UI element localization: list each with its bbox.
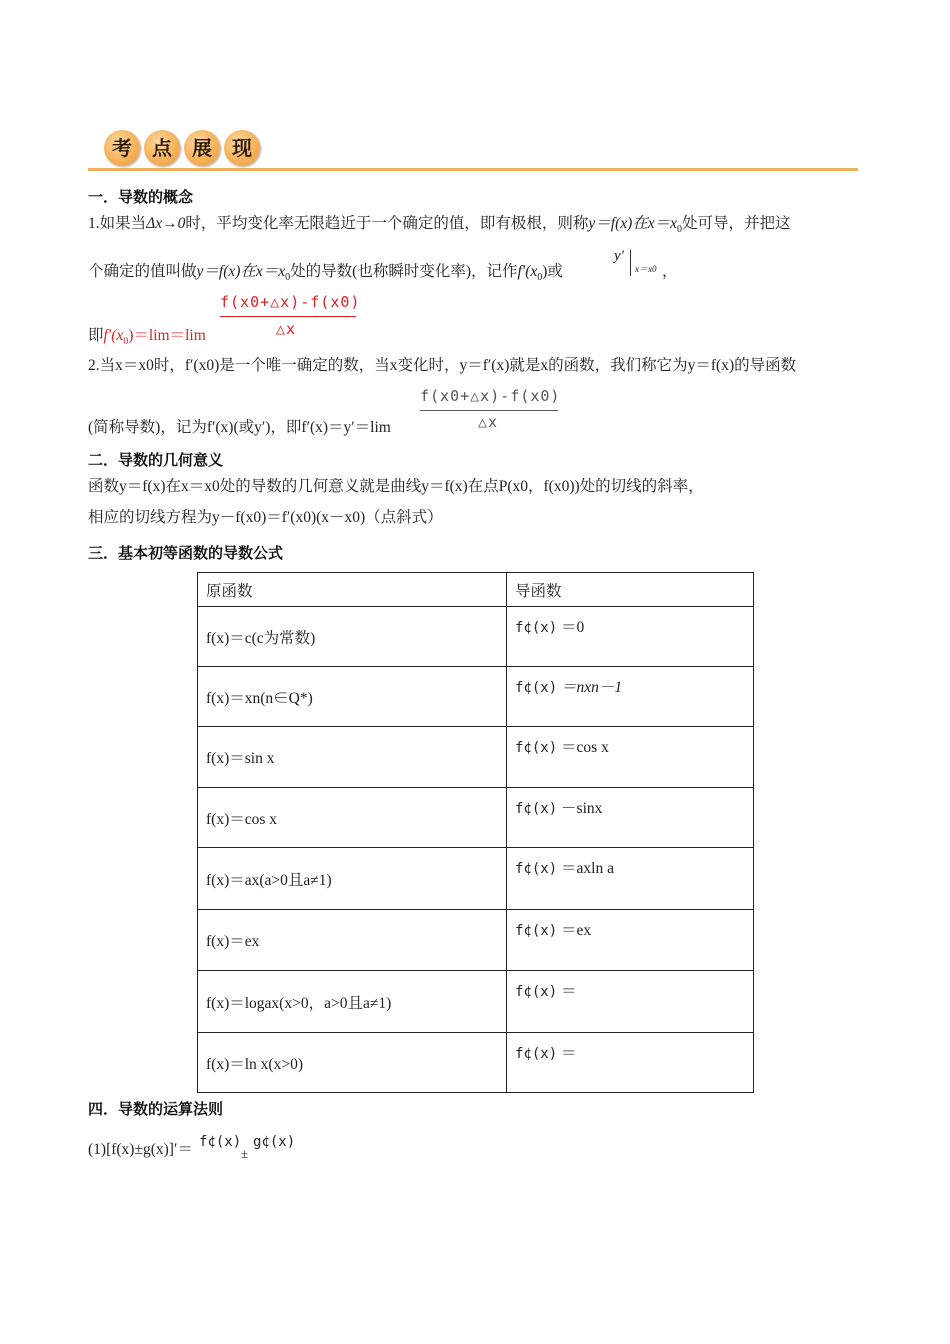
section1-paragraph-3: 即$f'(x_0)=\lim=\lim$ [88,327,206,348]
table-row [198,667,754,727]
rule-1-plus-minus: ± [241,1146,249,1161]
section2-line-2: 相应的切线方程为y－f(x0)＝f′(x0)(x－x0)（点斜式） [88,509,443,526]
fraction-1-bar [220,316,356,317]
table-row [198,1033,754,1093]
section2-heading: 二．导数的几何意义 [88,451,224,469]
section1-heading: 一．导数的概念 [88,188,194,206]
eval-subscript: x＝x0 [635,264,657,274]
row-1-function: f(x)＝c(c为常数) [198,607,507,667]
section3-heading: 三．基本初等函数的导数公式 [88,544,284,562]
row-3-derivative: f¢(x) ＝cos x [507,727,754,788]
row-1-derivative: f¢(x) ＝0 [507,607,754,667]
banner-char-1: 考 [104,130,140,166]
section1-paragraph-2: 个确定的值叫做y＝f(x)在$x=x_0$处的导数(也称瞬时变化率)，记作$f'(x_0)$或 [88,263,563,284]
table-row [198,607,754,667]
rule-1-g-prime: g¢(x) [253,1134,296,1150]
row-2-derivative: f¢(x) ＝nxn－1 [507,667,754,727]
section1-paragraph-4: 2.当x＝x0时，f′(x0)是一个唯一确定的数，当x变化时，y＝f′(x)就是x的函数，我们称它为y＝f(x)的导函数 [88,357,797,374]
comma: ， [662,263,678,280]
row-5-derivative: f¢(x) ＝axln a [507,848,754,910]
table-row [198,727,754,788]
table-row [198,788,754,848]
section2-line-1: 函数y＝f(x)在x＝x0处的导数的几何意义就是曲线y＝f(x)在点P(x0，f(x0))处的切线的斜率， [88,478,704,495]
banner-char-4: 现 [224,130,260,166]
row-4-derivative: f¢(x) －sinx [507,788,754,848]
fraction-2-denominator: △x [478,413,499,431]
row-3-function: f(x)＝sin x [198,727,507,788]
table-row [198,910,754,971]
fraction-1-numerator: f(x0+△x)-f(x0) [220,293,361,311]
fraction-2-bar [420,410,558,411]
section1-paragraph-1: 1.如果当Δx→0时，平均变化率无限趋近于一个确定的值，即有极根，则称y＝f(x)在$x=x_0$处可导，并把这 [88,215,791,236]
fraction-2-numerator: f(x0+△x)-f(x0) [420,387,561,405]
row-6-derivative: f¢(x) ＝ex [507,910,754,971]
row-8-function: f(x)＝ln x(x>0) [198,1033,507,1093]
header-original-function: 原函数 [198,573,507,607]
row-5-function: f(x)＝ax(a>0且a≠1) [198,848,507,910]
derivative-notation-y: y′ [614,248,624,264]
section4-heading: 四．导数的运算法则 [88,1100,224,1118]
derivative-formula-table [197,572,754,1093]
row-2-function: f(x)＝xn(n∈Q*) [198,667,507,727]
table-row [198,971,754,1033]
row-7-function: f(x)＝logax(x>0，a>0且a≠1) [198,971,507,1033]
banner-char-3: 展 [184,130,220,166]
eval-bar [630,250,631,276]
table-row [198,848,754,910]
rule-1-f-prime: f¢(x) [199,1134,242,1150]
table-header-row [198,573,754,607]
row-8-derivative: f¢(x) ＝ [507,1033,754,1093]
banner-divider [88,168,858,171]
fraction-1-denominator: △x [276,320,297,338]
header-derivative: 导函数 [507,573,754,607]
section1-paragraph-5: (简称导数)，记为f′(x)(或y′)，即f′(x)＝y′＝lim [88,419,391,436]
banner-char-2: 点 [144,130,180,166]
row-6-function: f(x)＝ex [198,910,507,971]
rule-1: (1)[f(x)±g(x)]′＝ [88,1141,193,1158]
row-4-function: f(x)＝cos x [198,788,507,848]
row-7-derivative: f¢(x) ＝ [507,971,754,1033]
